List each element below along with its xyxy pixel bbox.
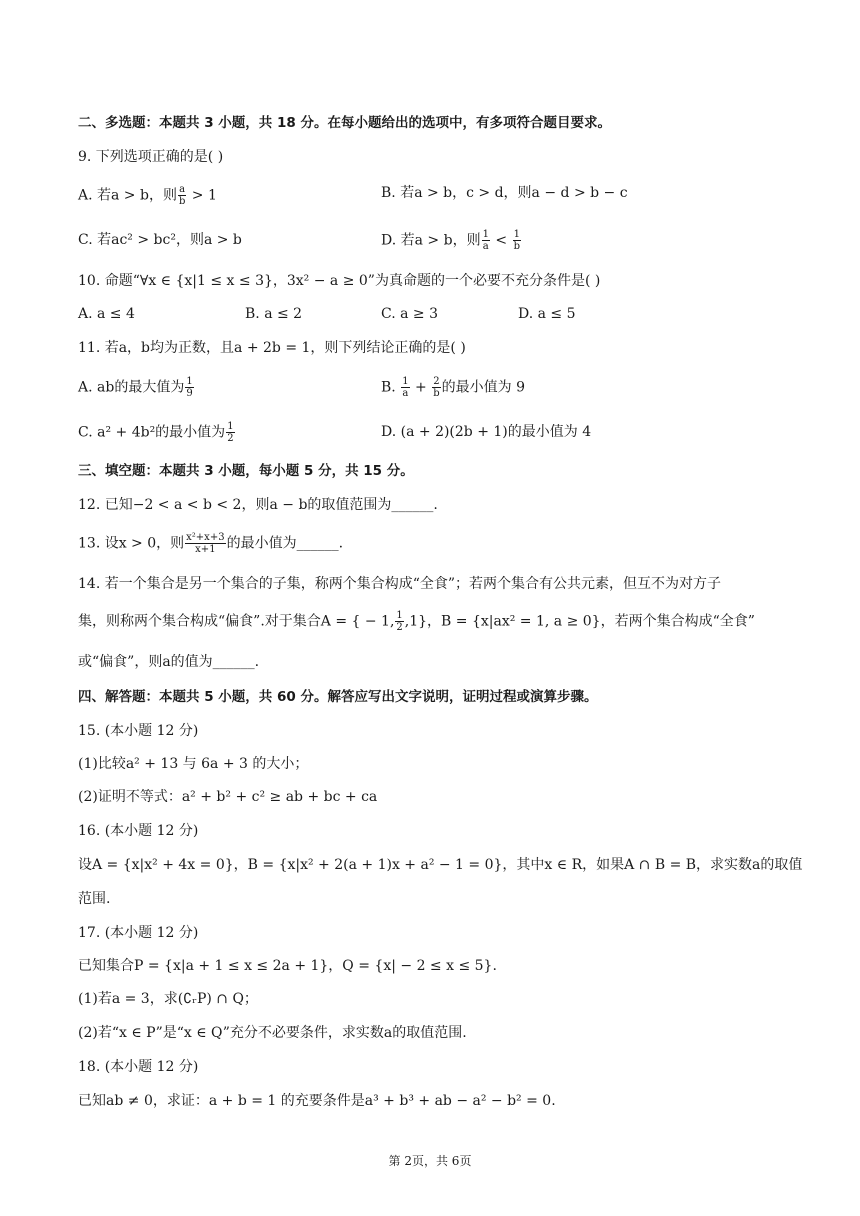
question-16-stem: 16. (本小题 12 分) bbox=[78, 823, 199, 839]
question-14-set-a-text: 集，则称两个集合构成“偏食”.对于集合A = { − 1, bbox=[78, 613, 395, 630]
section-fill-in-heading: 三、填空题：本题共 3 小题，每小题 5 分，共 15 分。 bbox=[78, 463, 414, 479]
fraction-denominator: b bbox=[433, 388, 440, 399]
question-10-option-d: D. a ≤ 5 bbox=[518, 306, 576, 322]
question-18-stem: 18. (本小题 12 分) bbox=[78, 1059, 199, 1075]
question-17-stem: 17. (本小题 12 分) bbox=[78, 925, 199, 941]
option-d-fraction-2 bbox=[513, 229, 521, 252]
option-d-less-than: < bbox=[490, 232, 512, 249]
fraction-denominator: b bbox=[178, 196, 186, 207]
section-multiple-choice-heading: 二、多选题：本题共 3 小题，共 18 分。在每小题给出的选项中，有多项符合题目要求。 bbox=[78, 115, 611, 131]
question-10-option-c: C. a ≥ 3 bbox=[381, 306, 438, 322]
fraction-numerator: 1 bbox=[513, 229, 520, 240]
question-10-option-a: A. a ≤ 4 bbox=[78, 306, 135, 322]
fraction-denominator: b bbox=[513, 241, 520, 252]
question-9-stem: 9. 下列选项正确的是( ) bbox=[78, 149, 224, 165]
fraction-numerator: 2 bbox=[433, 376, 440, 387]
fraction-denominator: a bbox=[482, 241, 489, 252]
question-11-option-c bbox=[78, 421, 236, 444]
question-14-line-3: 或“偏食”，则a的值为______. bbox=[78, 654, 260, 670]
question-16-line-2: 范围. bbox=[78, 891, 111, 907]
question-16-line-1: 设A = {x|x² + 4x = 0}，B = {x|x² + 2(a + 1)x + a² − 1 = 0}，其中x ∈ R，如果A ∩ B = B，求实数a的取值 bbox=[78, 857, 803, 873]
option-d-text: D. 若a > b，则 bbox=[381, 232, 481, 249]
option-a-text: A. 若a > b，则 bbox=[78, 187, 177, 204]
option-b-fraction-1 bbox=[401, 376, 409, 399]
fraction-numerator: 1 bbox=[396, 610, 403, 621]
question-17-part-2: (2)若“x ∈ P”是“x ∈ Q”充分不必要条件，求实数a的取值范围. bbox=[78, 1025, 467, 1041]
question-15-part-1: (1)比较a² + 13 与 6a + 3 的大小； bbox=[78, 756, 309, 772]
option-a-text: A. ab的最大值为 bbox=[78, 379, 185, 396]
option-a-tail: > 1 bbox=[187, 187, 217, 204]
fraction-numerator: 1 bbox=[402, 376, 409, 387]
fraction-denominator: 2 bbox=[227, 433, 234, 444]
section-answer-heading: 四、解答题：本题共 5 小题，共 60 分。解答应写出文字说明，证明过程或演算步骤。 bbox=[78, 689, 598, 705]
question-14-fraction bbox=[395, 610, 403, 633]
question-14-set-b-text: ,1}，B = {x|ax² = 1, a ≥ 0}，若两个集合构成“全食” bbox=[404, 613, 755, 630]
question-10-stem: 10. 命题“∀x ∈ {x|1 ≤ x ≤ 3}，3x² − a ≥ 0”为真命题的一个必要不充分条件是( ) bbox=[78, 273, 601, 289]
question-14-line-2 bbox=[78, 610, 755, 633]
question-9-option-d bbox=[381, 229, 522, 252]
question-9-option-c: C. 若ac² > bc²，则a > b bbox=[78, 232, 242, 248]
question-9-option-b: B. 若a > b，c > d，则a − d > b − c bbox=[381, 185, 628, 201]
fraction-numerator: x²+x+3 bbox=[186, 532, 225, 543]
option-b-plus: + bbox=[410, 379, 432, 396]
fraction-numerator: 1 bbox=[482, 229, 489, 240]
option-a-fraction bbox=[178, 184, 186, 207]
option-b-fraction-2 bbox=[432, 376, 440, 399]
option-b-tail: 的最小值为 9 bbox=[441, 379, 525, 396]
option-c-text: C. a² + 4b²的最小值为 bbox=[78, 424, 226, 441]
option-a-fraction bbox=[185, 376, 193, 399]
question-18-line-1: 已知ab ≠ 0，求证：a + b = 1 的充要条件是a³ + b³ + ab − a² − b² = 0. bbox=[78, 1093, 556, 1109]
option-d-fraction-1 bbox=[482, 229, 490, 252]
question-11-option-b bbox=[381, 376, 525, 399]
question-15-stem: 15. (本小题 12 分) bbox=[78, 723, 199, 739]
question-13-tail: 的最小值为______. bbox=[226, 535, 344, 552]
question-9-option-a bbox=[78, 184, 217, 207]
fraction-denominator: 2 bbox=[396, 622, 403, 633]
question-11-option-d: D. (a + 2)(2b + 1)的最小值为 4 bbox=[381, 424, 592, 440]
question-17-part-1: (1)若a = 3，求(∁ᵣP) ∩ Q； bbox=[78, 991, 258, 1007]
question-11-stem: 11. 若a，b均为正数，且a + 2b = 1，则下列结论正确的是( ) bbox=[78, 340, 466, 356]
page-footer: 第 2页，共 6页 bbox=[388, 1154, 472, 1168]
question-13-fraction bbox=[185, 532, 225, 555]
question-14-line-1: 14. 若一个集合是另一个集合的子集，称两个集合构成“全食”；若两个集合有公共元素，但互不为对方子 bbox=[78, 576, 722, 592]
fraction-numerator: a bbox=[179, 184, 186, 195]
option-c-fraction bbox=[226, 421, 234, 444]
question-10-option-b: B. a ≤ 2 bbox=[245, 306, 303, 322]
fraction-denominator: a bbox=[402, 388, 409, 399]
question-13-text: 13. 设x > 0，则 bbox=[78, 535, 185, 552]
question-13 bbox=[78, 532, 343, 555]
question-11-option-a bbox=[78, 376, 195, 399]
fraction-denominator: 9 bbox=[186, 388, 193, 399]
question-17-line-1: 已知集合P = {x|a + 1 ≤ x ≤ 2a + 1}，Q = {x| − 2 ≤ x ≤ 5}. bbox=[78, 958, 497, 974]
question-12: 12. 已知−2 < a < b < 2，则a − b的取值范围为______. bbox=[78, 497, 438, 513]
fraction-denominator: x+1 bbox=[195, 544, 216, 555]
fraction-numerator: 1 bbox=[227, 421, 234, 432]
option-b-label: B. bbox=[381, 379, 401, 396]
question-15-part-2: (2)证明不等式：a² + b² + c² ≥ ab + bc + ca bbox=[78, 789, 378, 805]
fraction-numerator: 1 bbox=[186, 376, 193, 387]
